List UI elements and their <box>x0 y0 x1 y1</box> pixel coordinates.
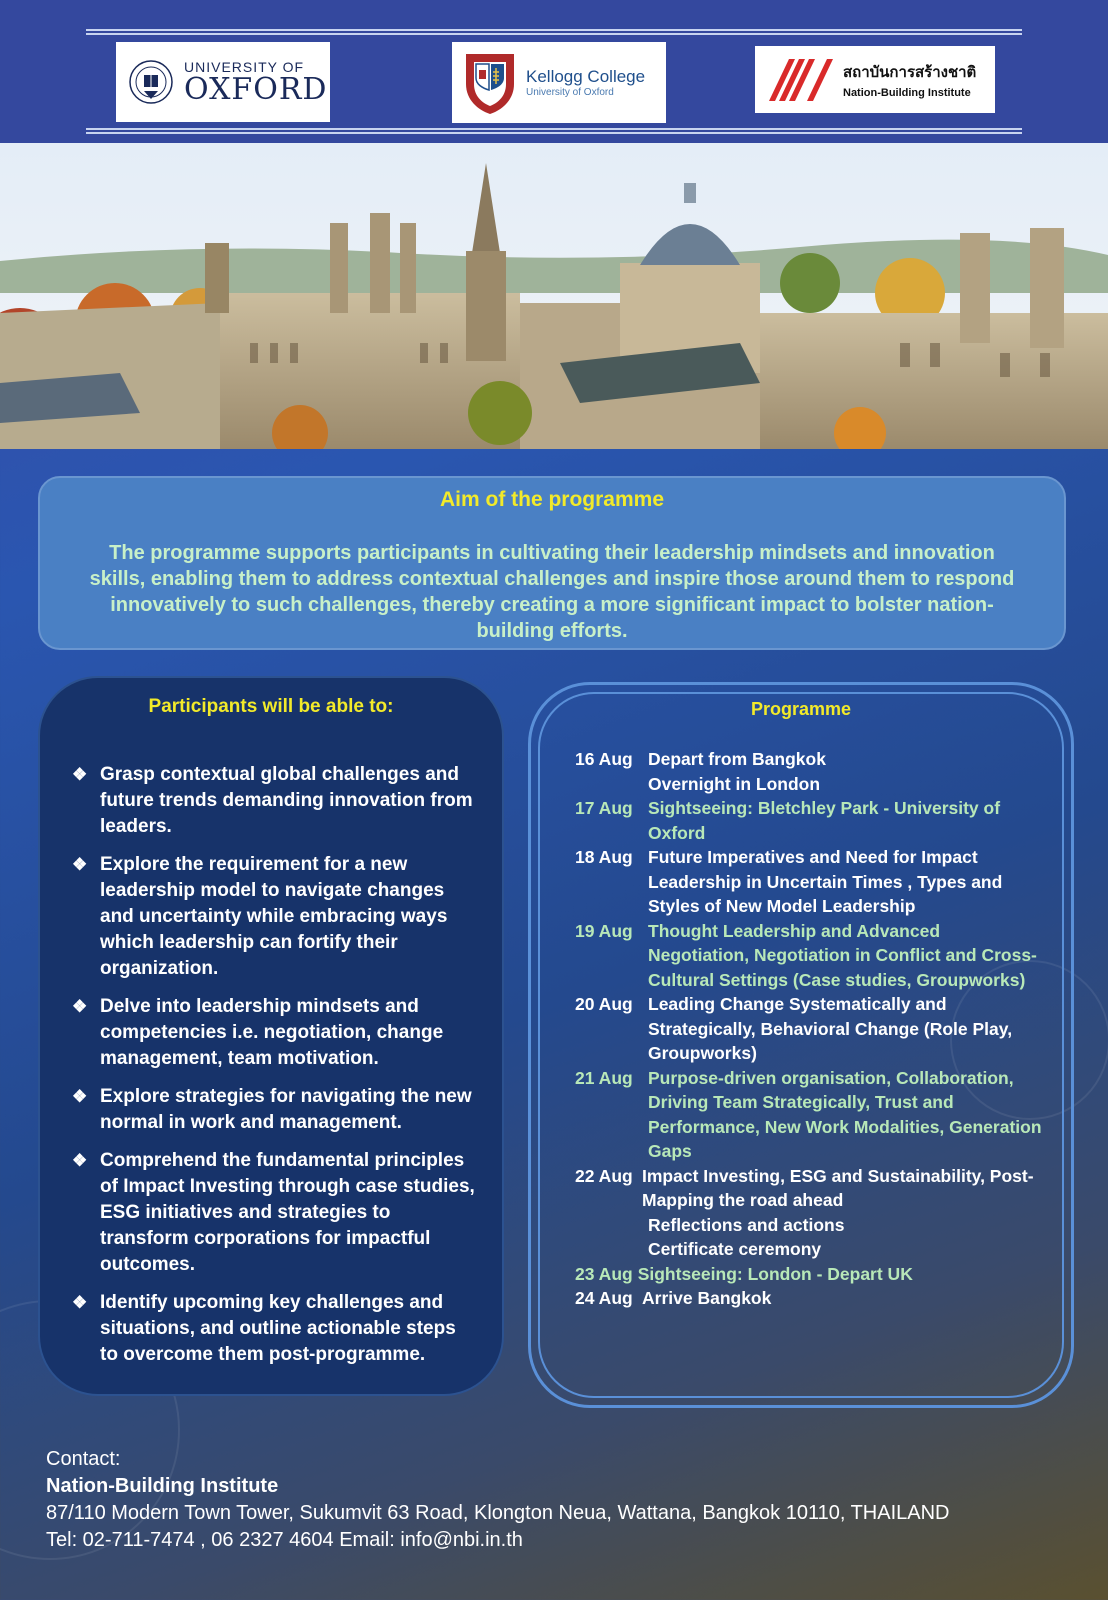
header-rule-top <box>86 29 1022 35</box>
programme-schedule <box>575 747 1045 1311</box>
kellogg-sub: University of Oxford <box>526 87 614 98</box>
bullet-icon: ❖ <box>72 765 88 784</box>
schedule-activity: Sightseeing: Bletchley Park - University of Oxford <box>648 798 1001 843</box>
schedule-date: 17 Aug <box>575 798 633 818</box>
schedule-activity: Overnight in London <box>648 773 821 794</box>
aim-section <box>38 476 1066 650</box>
schedule-date: 21 Aug <box>575 1067 633 1088</box>
schedule-activity: Impact Investing, ESG and Sustainability, Post-Mapping the road ahead <box>642 1165 1034 1210</box>
schedule-activity: Reflections and actions <box>648 1214 845 1235</box>
list-item: ❖ Identify upcoming key challenges and situations, and outline actionable steps to overcome them post-programme. <box>72 1292 456 1365</box>
aim-text: The programme supports participants in cultivating their leadership mindsets and innovation skills, enabling them to address contextual challenges and inspire those around them to respond innovatively to such challenges, thereby creating a more significant impact to bolster nation-building efforts. <box>89 542 1015 642</box>
schedule-row <box>575 1262 1045 1287</box>
list-item: ❖ Delve into leadership mindsets and competencies i.e. negotiation, change management, team motivation. <box>72 996 444 1069</box>
schedule-row <box>575 747 1045 796</box>
bullet-icon: ❖ <box>72 997 88 1016</box>
schedule-activity: Depart from Bangkok <box>648 749 826 769</box>
schedule-date: 23 Aug <box>575 1263 633 1284</box>
oxford-seal-icon <box>128 53 174 111</box>
list-item: ❖ Explore the requirement for a new leadership model to navigate changes and uncertainty while embracing ways which leadership can fortify their organization. <box>72 854 448 979</box>
bullet-icon: ❖ <box>72 1293 88 1312</box>
schedule-activity: Future Imperatives and Need for Impact Leadership in Uncertain Times , Types and Styles of New Model Leadership <box>648 847 1003 916</box>
aim-title: Aim of the programme <box>439 488 665 511</box>
nbi-logo <box>755 46 995 113</box>
schedule-row <box>575 919 1045 993</box>
kellogg-name: Kellogg College <box>526 67 646 86</box>
kellogg-shield-icon <box>462 50 518 116</box>
contact-label: Contact: <box>46 1448 121 1470</box>
schedule-activity: Thought Leadership and Advanced Negotiation, Negotiation in Conflict and Cross-Cultural Settings (Case studies, Groupworks) <box>648 920 1037 990</box>
schedule-date: 16 Aug <box>575 749 633 769</box>
oxford-line1: UNIVERSITY OF <box>184 59 305 75</box>
programme-section <box>528 682 1074 1408</box>
list-item: ❖ Explore strategies for navigating the new normal in work and management. <box>72 1086 472 1133</box>
schedule-date: 24 Aug <box>575 1288 633 1308</box>
schedule-row <box>575 1286 1045 1311</box>
bullet-icon: ❖ <box>72 855 88 874</box>
schedule-activity: Certificate ceremony <box>648 1239 822 1259</box>
logo-header <box>0 0 1108 143</box>
contact-organization: Nation-Building Institute <box>46 1475 279 1497</box>
contact-section <box>46 1446 950 1554</box>
oxford-skyline-photo <box>0 143 1108 449</box>
schedule-row <box>575 796 1045 845</box>
kellogg-logo <box>452 42 666 123</box>
oxford-line2: OXFORD <box>184 72 328 107</box>
schedule-row <box>575 1066 1045 1164</box>
schedule-activity: Sightseeing: London - Depart UK <box>637 1263 913 1284</box>
bullet-icon: ❖ <box>72 1087 88 1106</box>
schedule-date: 19 Aug <box>575 920 633 941</box>
participants-title: Participants will be able to: <box>148 696 394 717</box>
list-item: ❖ Comprehend the fundamental principles of Impact Investing through case studies, ESG initiatives and strategies to transform corporations for impactful outcomes. <box>72 1150 475 1275</box>
contact-phone-email: Tel: 02-711-7474 , 06 2327 4604 Email: info@nbi.in.th <box>46 1529 523 1551</box>
schedule-date: 18 Aug <box>575 847 633 867</box>
participants-section <box>38 676 504 1396</box>
schedule-row <box>575 1164 1045 1262</box>
schedule-activity: Leading Change Systematically and Strategically, Behavioral Change (Role Play, Groupworks) <box>648 994 1013 1063</box>
schedule-date: 20 Aug <box>575 994 633 1014</box>
header-rule-bottom <box>86 128 1022 134</box>
schedule-row <box>575 845 1045 919</box>
nbi-n-mark-icon <box>767 55 835 105</box>
contact-address: 87/110 Modern Town Tower, Sukumvit 63 Road, Klongton Neua, Wattana, Bangkok 10110, THAILAND <box>46 1502 950 1524</box>
bullet-icon: ❖ <box>72 1151 88 1170</box>
schedule-row <box>575 992 1045 1066</box>
oxford-logo <box>116 42 330 122</box>
list-item: ❖ Grasp contextual global challenges and future trends demanding innovation from leaders. <box>72 764 473 837</box>
schedule-date: 22 Aug <box>575 1165 633 1186</box>
participants-list <box>72 762 478 1368</box>
schedule-activity: Arrive Bangkok <box>642 1288 772 1308</box>
nbi-thai-name: สถาบันการสร้างชาติ <box>843 63 977 81</box>
nbi-english-name: Nation-Building Institute <box>843 87 971 99</box>
programme-title: Programme <box>750 699 852 719</box>
schedule-activity: Purpose-driven organisation, Collaboration, Driving Team Strategically, Trust and Performance, New Work Modalities, Generation Gaps <box>648 1067 1042 1161</box>
